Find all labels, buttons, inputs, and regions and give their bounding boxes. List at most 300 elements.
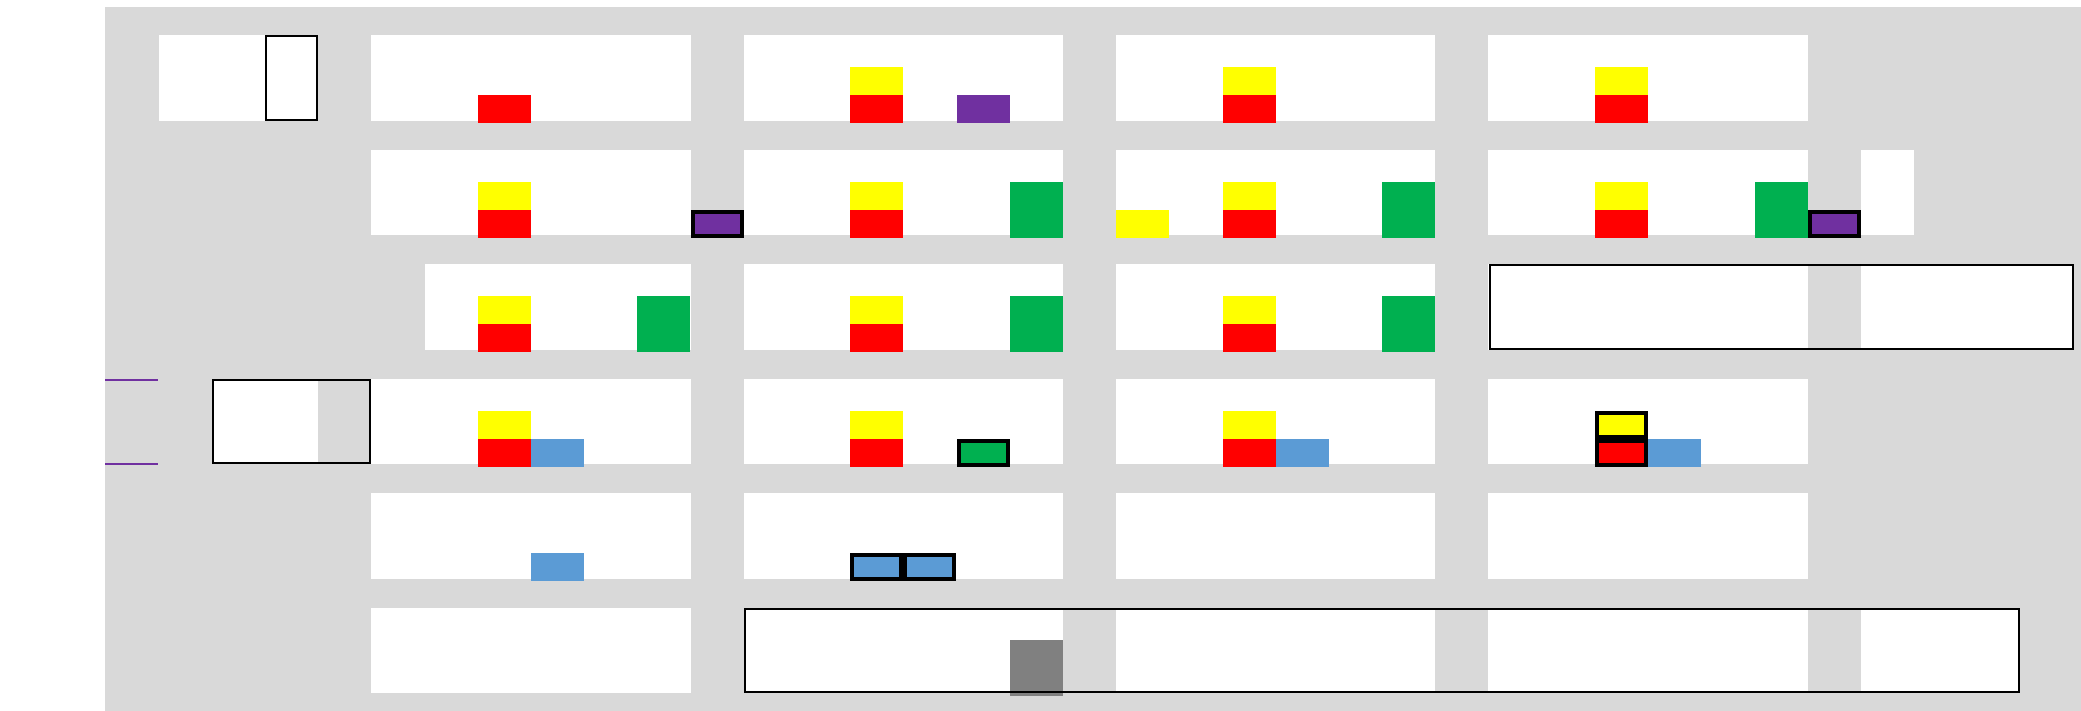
day-number (531, 381, 584, 405)
weekday-header (1808, 236, 1861, 264)
weekday-header (1808, 465, 1861, 493)
day-number (1808, 495, 1861, 519)
day-number (691, 381, 744, 405)
weekday-header (1808, 580, 1861, 608)
day-number (425, 495, 478, 519)
event-yellow-28[interactable] (1595, 67, 1648, 95)
weekday-header (318, 7, 371, 35)
day-number (1010, 37, 1063, 61)
weekday-header (1808, 122, 1861, 150)
day-number (1329, 610, 1382, 634)
event-blue-11[interactable] (903, 553, 956, 581)
weekday-header (478, 351, 531, 379)
day-number (1914, 266, 1967, 290)
day-number (1861, 610, 1914, 634)
day-number (1595, 152, 1648, 176)
weekday-header (1435, 580, 1488, 608)
weekday-header (1542, 236, 1595, 264)
day-number (1063, 610, 1116, 634)
day-number (1701, 381, 1754, 405)
weekday-header (1010, 465, 1063, 493)
day-number (1382, 37, 1435, 61)
day-number (1489, 381, 1542, 405)
event-blue-28[interactable] (1648, 439, 1701, 467)
day-number (212, 381, 265, 405)
weekday-header (1967, 580, 2020, 608)
weekday-header (850, 7, 903, 35)
day-number (850, 381, 903, 405)
event-blue-4[interactable] (531, 553, 584, 581)
day-number (1329, 381, 1382, 405)
weekday-header (797, 236, 850, 264)
weekday-header (1648, 351, 1701, 379)
weekday-header (1116, 465, 1169, 493)
weekday-header (1489, 236, 1542, 264)
day-number (1542, 610, 1595, 634)
weekday-header (1595, 7, 1648, 35)
day-number (691, 610, 744, 634)
weekday-header (903, 351, 956, 379)
weekday-header (1595, 351, 1648, 379)
weekday-header (584, 236, 637, 264)
weekday-header (691, 580, 744, 608)
day-number (1648, 610, 1701, 634)
weekday-header (850, 580, 903, 608)
day-number (1169, 266, 1222, 290)
event-yellow-25[interactable] (1595, 182, 1648, 210)
day-number (1595, 266, 1648, 290)
day-number (1382, 610, 1435, 634)
weekday-header (1489, 580, 1542, 608)
day-number (1223, 381, 1276, 405)
day-number (1063, 266, 1116, 290)
weekday-header (425, 580, 478, 608)
weekday-header (637, 351, 690, 379)
day-number (584, 495, 637, 519)
weekday-header (478, 465, 531, 493)
day-number (425, 381, 478, 405)
event-yellow-2[interactable] (478, 296, 531, 324)
day-number (1701, 152, 1754, 176)
day-number (1595, 495, 1648, 519)
day-number (1701, 266, 1754, 290)
event-yellow-9[interactable] (850, 296, 903, 324)
weekday-header (1542, 580, 1595, 608)
day-number (1063, 152, 1116, 176)
day-number (584, 381, 637, 405)
weekday-header (265, 7, 318, 35)
day-number (2021, 266, 2074, 290)
day-number (957, 266, 1010, 290)
weekday-header (1435, 351, 1488, 379)
day-number (1861, 266, 1914, 290)
day-number (212, 37, 265, 61)
weekday-header (1755, 7, 1808, 35)
day-number (957, 610, 1010, 634)
weekday-header (1489, 7, 1542, 35)
weekday-header (850, 351, 903, 379)
day-number (1701, 37, 1754, 61)
event-red-7[interactable] (478, 95, 531, 123)
weekday-header (1169, 122, 1222, 150)
event-red-16[interactable] (1223, 324, 1276, 352)
weekday-header (744, 122, 797, 150)
day-number (744, 152, 797, 176)
event-green-14[interactable] (1010, 182, 1063, 238)
weekday-header (1169, 465, 1222, 493)
weekday-header (1329, 7, 1382, 35)
weekday-header (957, 351, 1010, 379)
weekday-header (957, 465, 1010, 493)
day-number (1116, 495, 1169, 519)
weekday-header (957, 122, 1010, 150)
weekday-header (691, 236, 744, 264)
day-number (371, 495, 424, 519)
weekday-header (584, 351, 637, 379)
day-number (1595, 610, 1648, 634)
day-number (903, 495, 956, 519)
weekday-header (425, 122, 478, 150)
day-number (1648, 152, 1701, 176)
event-yellow-16[interactable] (1223, 296, 1276, 324)
weekday-header (478, 580, 531, 608)
weekday-header (1542, 122, 1595, 150)
event-yellow-18[interactable] (1223, 182, 1276, 210)
event-yellow-14[interactable] (850, 67, 903, 95)
day-number (1276, 381, 1329, 405)
event-yellow-13[interactable] (850, 411, 903, 439)
day-number (957, 37, 1010, 61)
weekday-header (903, 236, 956, 264)
day-number (850, 152, 903, 176)
event-purple-8[interactable] (691, 210, 744, 238)
day-number (744, 381, 797, 405)
event-yellow-11[interactable] (850, 182, 903, 210)
event-yellow-21[interactable] (1223, 67, 1276, 95)
weekday-header (1435, 122, 1488, 150)
day-number (744, 495, 797, 519)
day-number (584, 266, 637, 290)
weekday-header (1489, 465, 1542, 493)
event-red-28[interactable] (1595, 95, 1648, 123)
weekday-header (1914, 236, 1967, 264)
day-number (425, 37, 478, 61)
day-number (265, 381, 318, 405)
weekday-header (1701, 351, 1754, 379)
event-red-27[interactable] (1595, 439, 1648, 467)
event-red-4[interactable] (478, 210, 531, 238)
weekday-header (1861, 580, 1914, 608)
day-number (1223, 266, 1276, 290)
day-number (1010, 381, 1063, 405)
weekday-header (1276, 236, 1329, 264)
event-red-13[interactable] (850, 439, 903, 467)
weekday-header (1010, 236, 1063, 264)
event-green-19[interactable] (1382, 296, 1435, 352)
day-number (957, 381, 1010, 405)
event-red-18[interactable] (1223, 210, 1276, 238)
day-number (637, 381, 690, 405)
day-number (903, 152, 956, 176)
event-red-25[interactable] (1595, 210, 1648, 238)
event-red-9[interactable] (850, 324, 903, 352)
weekday-header (744, 236, 797, 264)
weekday-header (1861, 122, 1914, 150)
day-number (1595, 37, 1648, 61)
day-number (1382, 152, 1435, 176)
weekday-header (212, 351, 265, 379)
weekday-header (1808, 351, 1861, 379)
weekday-header (265, 351, 318, 379)
day-number (1435, 152, 1488, 176)
day-number (691, 37, 744, 61)
weekday-header (1063, 465, 1116, 493)
event-green-28[interactable] (1755, 182, 1808, 238)
weekday-header (371, 465, 424, 493)
weekday-header (371, 122, 424, 150)
day-number (744, 37, 797, 61)
event-red-6[interactable] (478, 439, 531, 467)
weekday-header (1382, 351, 1435, 379)
day-number (1755, 381, 1808, 405)
day-number (957, 495, 1010, 519)
weekday-header (1595, 580, 1648, 608)
day-number (1648, 495, 1701, 519)
weekday-header (1542, 351, 1595, 379)
day-number (1382, 495, 1435, 519)
event-yellow-20[interactable] (1223, 411, 1276, 439)
range-line-top (105, 379, 158, 381)
weekday-header (1435, 236, 1488, 264)
weekday-header (1595, 465, 1648, 493)
weekday-header (1169, 236, 1222, 264)
weekday-header (903, 580, 956, 608)
event-red-2[interactable] (478, 324, 531, 352)
weekday-header (744, 351, 797, 379)
weekday-header (850, 122, 903, 150)
weekday-header (1701, 236, 1754, 264)
weekday-header (637, 580, 690, 608)
event-red-21[interactable] (1223, 95, 1276, 123)
weekday-header (1382, 465, 1435, 493)
day-number (159, 37, 212, 61)
weekday-header (478, 236, 531, 264)
event-green-21[interactable] (1382, 182, 1435, 238)
day-number (1329, 266, 1382, 290)
weekday-header (478, 7, 531, 35)
weekday-header (1755, 351, 1808, 379)
weekday-header (1276, 465, 1329, 493)
event-yellow-4[interactable] (478, 182, 531, 210)
weekday-header (371, 7, 424, 35)
weekday-header (371, 351, 424, 379)
event-yellow-16[interactable] (1116, 210, 1169, 238)
weekday-header (1116, 351, 1169, 379)
day-number (371, 37, 424, 61)
day-number (1169, 152, 1222, 176)
weekday-header (159, 7, 212, 35)
weekday-header (850, 236, 903, 264)
day-number (1967, 610, 2020, 634)
weekday-header (1382, 122, 1435, 150)
day-number (1063, 495, 1116, 519)
day-number (1063, 37, 1116, 61)
day-number (425, 152, 478, 176)
weekday-header (1169, 351, 1222, 379)
day-number (1755, 37, 1808, 61)
weekday-header (1276, 122, 1329, 150)
weekday-header (425, 351, 478, 379)
weekday-header (1010, 351, 1063, 379)
event-yellow-6[interactable] (478, 411, 531, 439)
day-number (371, 381, 424, 405)
weekday-header (531, 7, 584, 35)
weekday-header (1648, 236, 1701, 264)
day-number (1808, 152, 1861, 176)
event-green-5[interactable] (637, 296, 690, 352)
day-number (1116, 152, 1169, 176)
weekday-header (957, 580, 1010, 608)
weekday-header (637, 7, 690, 35)
weekday-header (637, 122, 690, 150)
day-number (1755, 610, 1808, 634)
day-number (478, 610, 531, 634)
weekday-header (531, 465, 584, 493)
weekday-header (1542, 7, 1595, 35)
day-number (1010, 266, 1063, 290)
event-purple-29[interactable] (1808, 210, 1861, 238)
weekday-header (1223, 122, 1276, 150)
day-number (744, 610, 797, 634)
weekday-header (1223, 580, 1276, 608)
event-red-11[interactable] (850, 210, 903, 238)
weekday-header (1648, 580, 1701, 608)
day-number (1116, 381, 1169, 405)
day-number (1223, 37, 1276, 61)
day-number (1489, 152, 1542, 176)
day-number (1010, 610, 1063, 634)
weekday-header (1063, 122, 1116, 150)
day-number (318, 37, 371, 61)
weekday-header (1116, 7, 1169, 35)
day-number (478, 266, 531, 290)
day-number (1276, 152, 1329, 176)
event-blue-10[interactable] (850, 553, 903, 581)
day-number (1276, 266, 1329, 290)
day-number (850, 266, 903, 290)
day-number (903, 610, 956, 634)
day-number (1435, 610, 1488, 634)
day-number (584, 152, 637, 176)
day-number (1701, 495, 1754, 519)
weekday-header (1382, 236, 1435, 264)
weekday-header (1063, 351, 1116, 379)
day-number (1169, 495, 1222, 519)
weekday-header (1701, 122, 1754, 150)
day-number (584, 610, 637, 634)
day-number (371, 152, 424, 176)
weekday-header (1489, 122, 1542, 150)
day-number (1435, 37, 1488, 61)
weekday-header (1276, 580, 1329, 608)
day-number (1223, 610, 1276, 634)
day-number (1808, 610, 1861, 634)
day-number (1701, 610, 1754, 634)
weekday-header (637, 465, 690, 493)
event-blue-7[interactable] (531, 439, 584, 467)
weekday-header (1861, 236, 1914, 264)
day-number (318, 381, 371, 405)
event-green-15[interactable] (957, 439, 1010, 467)
weekday-header (1063, 580, 1116, 608)
event-red-14[interactable] (850, 95, 903, 123)
weekday-header (1755, 465, 1808, 493)
day-number (1435, 266, 1488, 290)
weekday-header (1755, 236, 1808, 264)
day-number (1169, 610, 1222, 634)
weekday-header (1063, 7, 1116, 35)
weekday-header (1116, 122, 1169, 150)
day-number (531, 152, 584, 176)
weekday-header (531, 236, 584, 264)
weekday-header (318, 122, 371, 150)
day-number (1489, 495, 1542, 519)
day-number (637, 37, 690, 61)
weekday-header (584, 580, 637, 608)
event-darkgrey-13[interactable] (1010, 640, 1063, 696)
day-number (478, 381, 531, 405)
day-number (1542, 266, 1595, 290)
weekday-header (531, 122, 584, 150)
day-number (265, 37, 318, 61)
weekday-header (1223, 236, 1276, 264)
day-number (1116, 610, 1169, 634)
day-number (1914, 610, 1967, 634)
weekday-header (1701, 7, 1754, 35)
weekday-header (1010, 7, 1063, 35)
weekday-header (691, 465, 744, 493)
weekday-header (1276, 7, 1329, 35)
weekday-header (1595, 122, 1648, 150)
event-red-20[interactable] (1223, 439, 1276, 467)
weekday-header (1701, 465, 1754, 493)
day-number (691, 266, 744, 290)
weekday-header (691, 7, 744, 35)
day-number (531, 37, 584, 61)
day-number (1435, 495, 1488, 519)
event-purple-16[interactable] (957, 95, 1010, 123)
day-number (1010, 152, 1063, 176)
weekday-header (212, 7, 265, 35)
event-blue-21[interactable] (1276, 439, 1329, 467)
day-number (691, 152, 744, 176)
event-green-12[interactable] (1010, 296, 1063, 352)
range-line-bottom (105, 463, 158, 465)
weekday-header (744, 465, 797, 493)
weekday-header (797, 580, 850, 608)
weekday-header (957, 236, 1010, 264)
day-number (797, 610, 850, 634)
event-yellow-27[interactable] (1595, 411, 1648, 439)
weekday-header (797, 7, 850, 35)
day-number (1755, 495, 1808, 519)
day-number (371, 610, 424, 634)
weekday-header (531, 351, 584, 379)
day-number (1595, 381, 1648, 405)
day-number (637, 266, 690, 290)
weekday-header (1329, 122, 1382, 150)
day-number (1169, 37, 1222, 61)
